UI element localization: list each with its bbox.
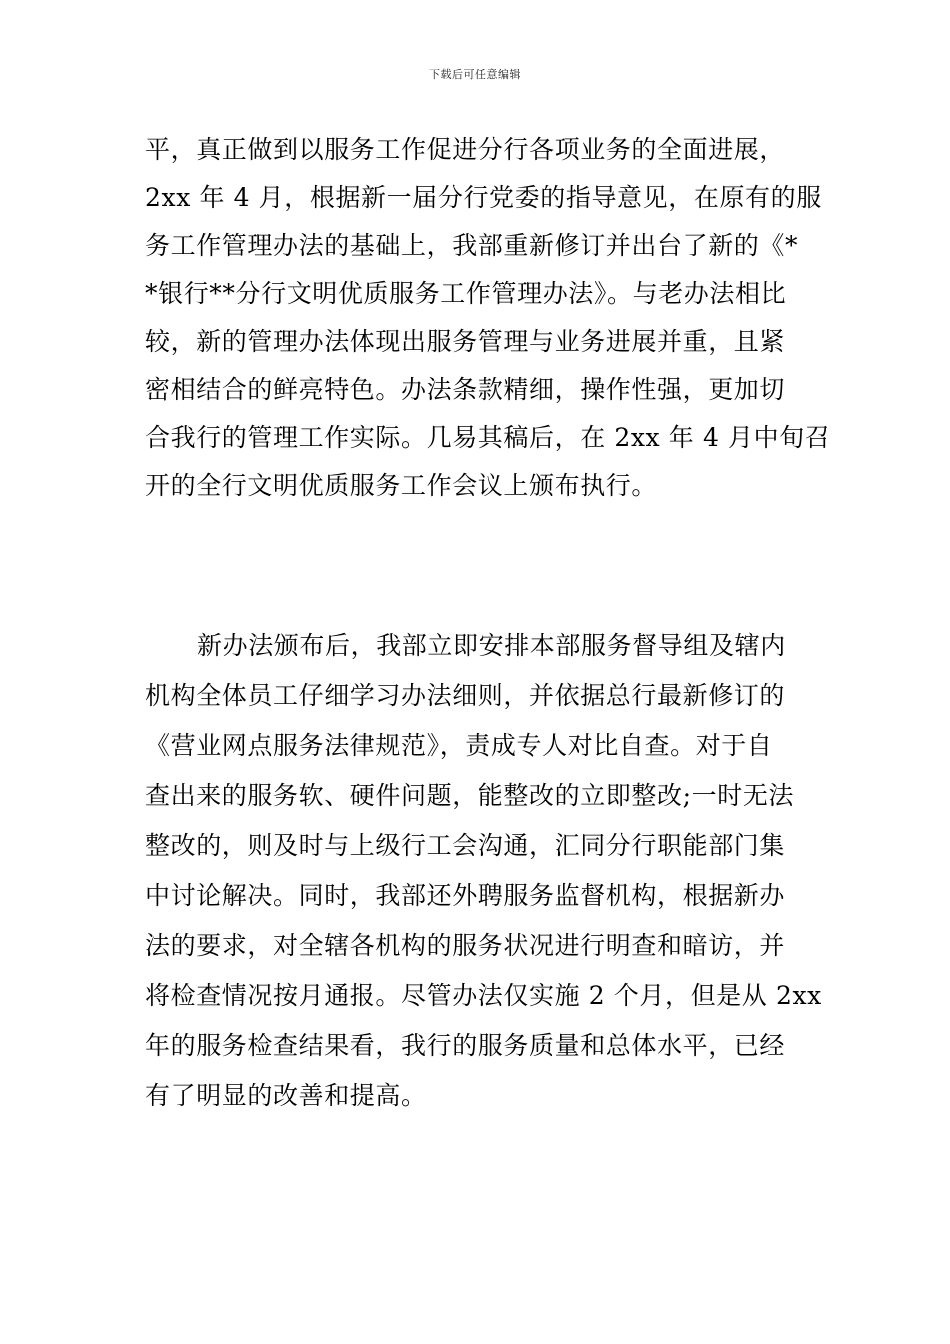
paragraph-line: 查出来的服务软、硬件问题，能整改的立即整改;一时无法 bbox=[145, 781, 795, 810]
paragraph-line: 平，真正做到以服务工作促进分行各项业务的全面进展， bbox=[145, 135, 786, 164]
paragraph-line: 有了明显的改善和提高。 bbox=[145, 1081, 427, 1110]
paragraph-line: 将检查情况按月通报。尽管办法仅实施 2 个月，但是从 2xx bbox=[145, 981, 822, 1010]
paragraph-line: 《营业网点服务法律规范》，责成专人对比自查。对于自 bbox=[145, 731, 773, 760]
header-note: 下载后可任意编辑 bbox=[429, 68, 521, 81]
paragraph-line: 法的要求，对全辖各机构的服务状况进行明查和暗访，并 bbox=[145, 931, 786, 960]
paragraph-line: 机构全体员工仔细学习办法细则，并依据总行最新修订的 bbox=[145, 681, 786, 710]
paragraph-line: 合我行的管理工作实际。几易其稿后，在 2xx 年 4 月中旬召 bbox=[145, 423, 831, 452]
paragraph-line: 年的服务检查结果看，我行的服务质量和总体水平，已经 bbox=[145, 1031, 786, 1060]
paragraph-line: 密相结合的鲜亮特色。办法条款精细，操作性强，更加切 bbox=[145, 375, 786, 404]
paragraph-line: 整改的，则及时与上级行工会沟通，汇同分行职能部门集 bbox=[145, 831, 786, 860]
paragraph-line: 2xx 年 4 月，根据新一届分行党委的指导意见，在原有的服 bbox=[145, 183, 822, 212]
paragraph-line: *银行**分行文明优质服务工作管理办法》。与老办法相比 bbox=[145, 279, 787, 308]
paragraph-line: 开的全行文明优质服务工作会议上颁布执行。 bbox=[145, 471, 658, 500]
paragraph-line: 较，新的管理办法体现出服务管理与业务进展并重，且紧 bbox=[145, 327, 786, 356]
paragraph-line: 务工作管理办法的基础上，我部重新修订并出台了新的《* bbox=[145, 231, 799, 260]
paragraph-line: 中讨论解决。同时，我部还外聘服务监督机构，根据新办 bbox=[145, 881, 786, 910]
paragraph-line: 新办法颁布后，我部立即安排本部服务督导组及辖内 bbox=[197, 631, 786, 660]
